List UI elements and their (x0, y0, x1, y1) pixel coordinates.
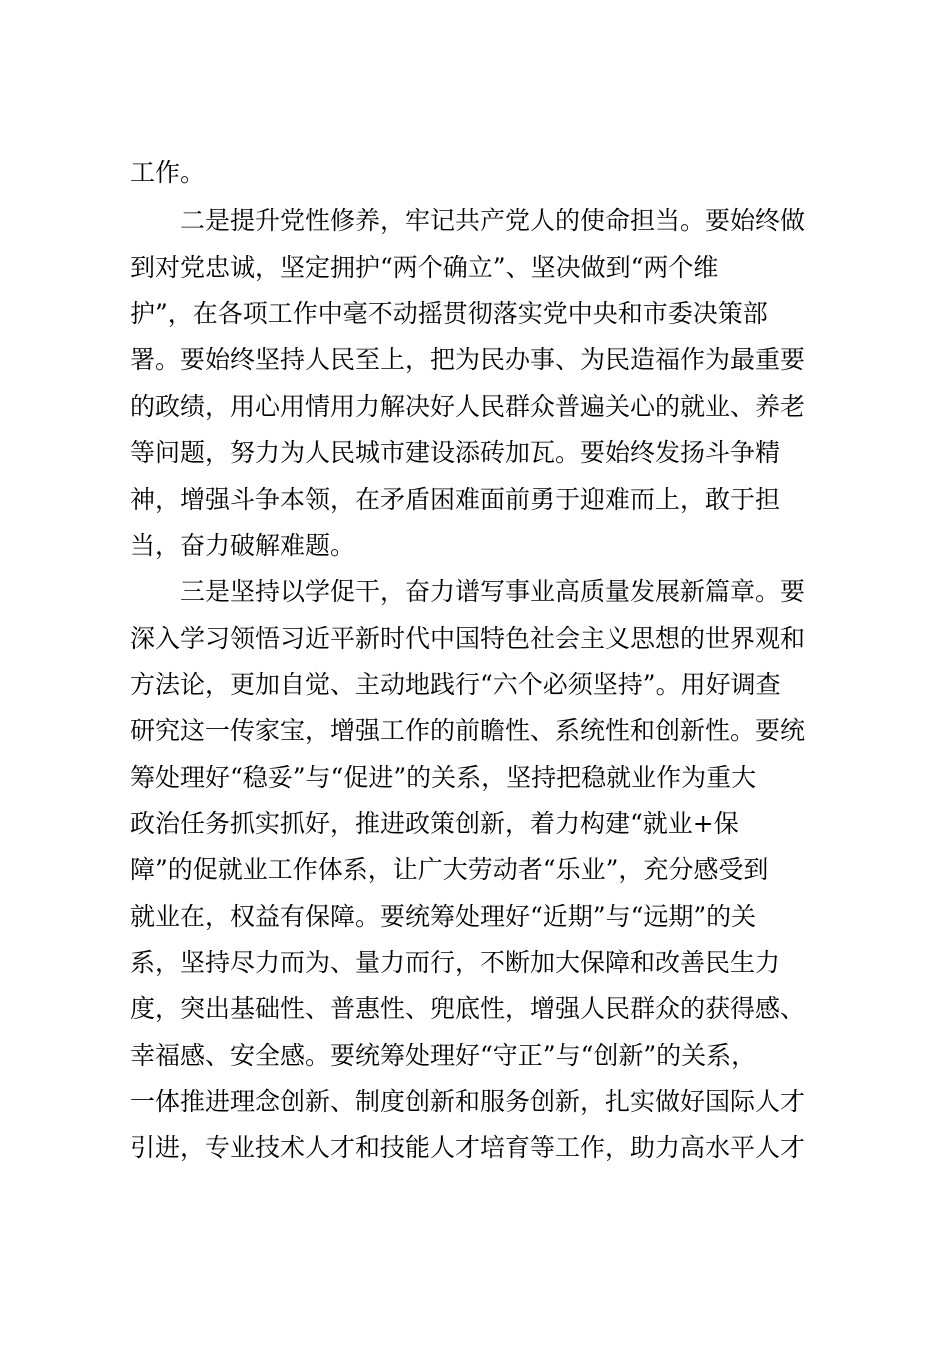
text-line: 神，增强斗争本领，在矛盾困难面前勇于迎难而上，敢于担 (130, 485, 781, 514)
text-line: 护”，在各项工作中毫不动摇贯彻落实党中央和市委决策部 (130, 299, 768, 328)
text-line: 方法论，更加自觉、主动地践行“六个必须坚持”。用好调查 (130, 670, 781, 699)
text-line: 深入学习领悟习近平新时代中国特色社会主义思想的世界观和 (130, 624, 806, 653)
text-line: 署。要始终坚持人民至上，把为民办事、为民造福作为最重要 (130, 345, 806, 374)
text-line: 就业在，权益有保障。要统筹处理好“近期”与“远期”的关 (130, 902, 757, 931)
text-line: 的政绩，用心用情用力解决好人民群众普遍关心的就业、养老 (130, 392, 806, 421)
text-line: 引进，专业技术人才和技能人才培育等工作，助力高水平人才 (130, 1133, 806, 1162)
text-line: 幸福感、安全感。要统筹处理好“守正”与“创新”的关系， (130, 1041, 757, 1070)
text-line: 三是坚持以学促干，奋力谱写事业高质量发展新篇章。要 (130, 577, 806, 606)
text-line: 研究这一传家宝，增强工作的前瞻性、系统性和创新性。要统 (130, 716, 806, 745)
text-line: 当，奋力破解难题。 (130, 531, 356, 560)
text-line: 二是提升党性修养，牢记共产党人的使命担当。要始终做 (130, 206, 806, 235)
text-line: 筹处理好“稳妥”与“促进”的关系，坚持把稳就业作为重大 (130, 763, 757, 792)
text-line: 政治任务抓实抓好，推进政策创新，着力构建“就业+保 (130, 809, 739, 838)
text-line: 度，突出基础性、普惠性、兜底性，增强人民群众的获得感、 (130, 994, 806, 1023)
text-line: 障”的促就业工作体系，让广大劳动者“乐业”，充分感受到 (130, 855, 769, 884)
text-line: 一体推进理念创新、制度创新和服务创新，扎实做好国际人才 (130, 1087, 806, 1116)
text-line: 等问题，努力为人民城市建设添砖加瓦。要始终发扬斗争精 (130, 438, 781, 467)
text-line: 工作。 (130, 158, 206, 187)
text-line: 到对党忠诚，坚定拥护“两个确立”、坚决做到“两个维 (130, 253, 719, 282)
text-line: 系，坚持尽力而为、量力而行，不断加大保障和改善民生力 (130, 948, 781, 977)
